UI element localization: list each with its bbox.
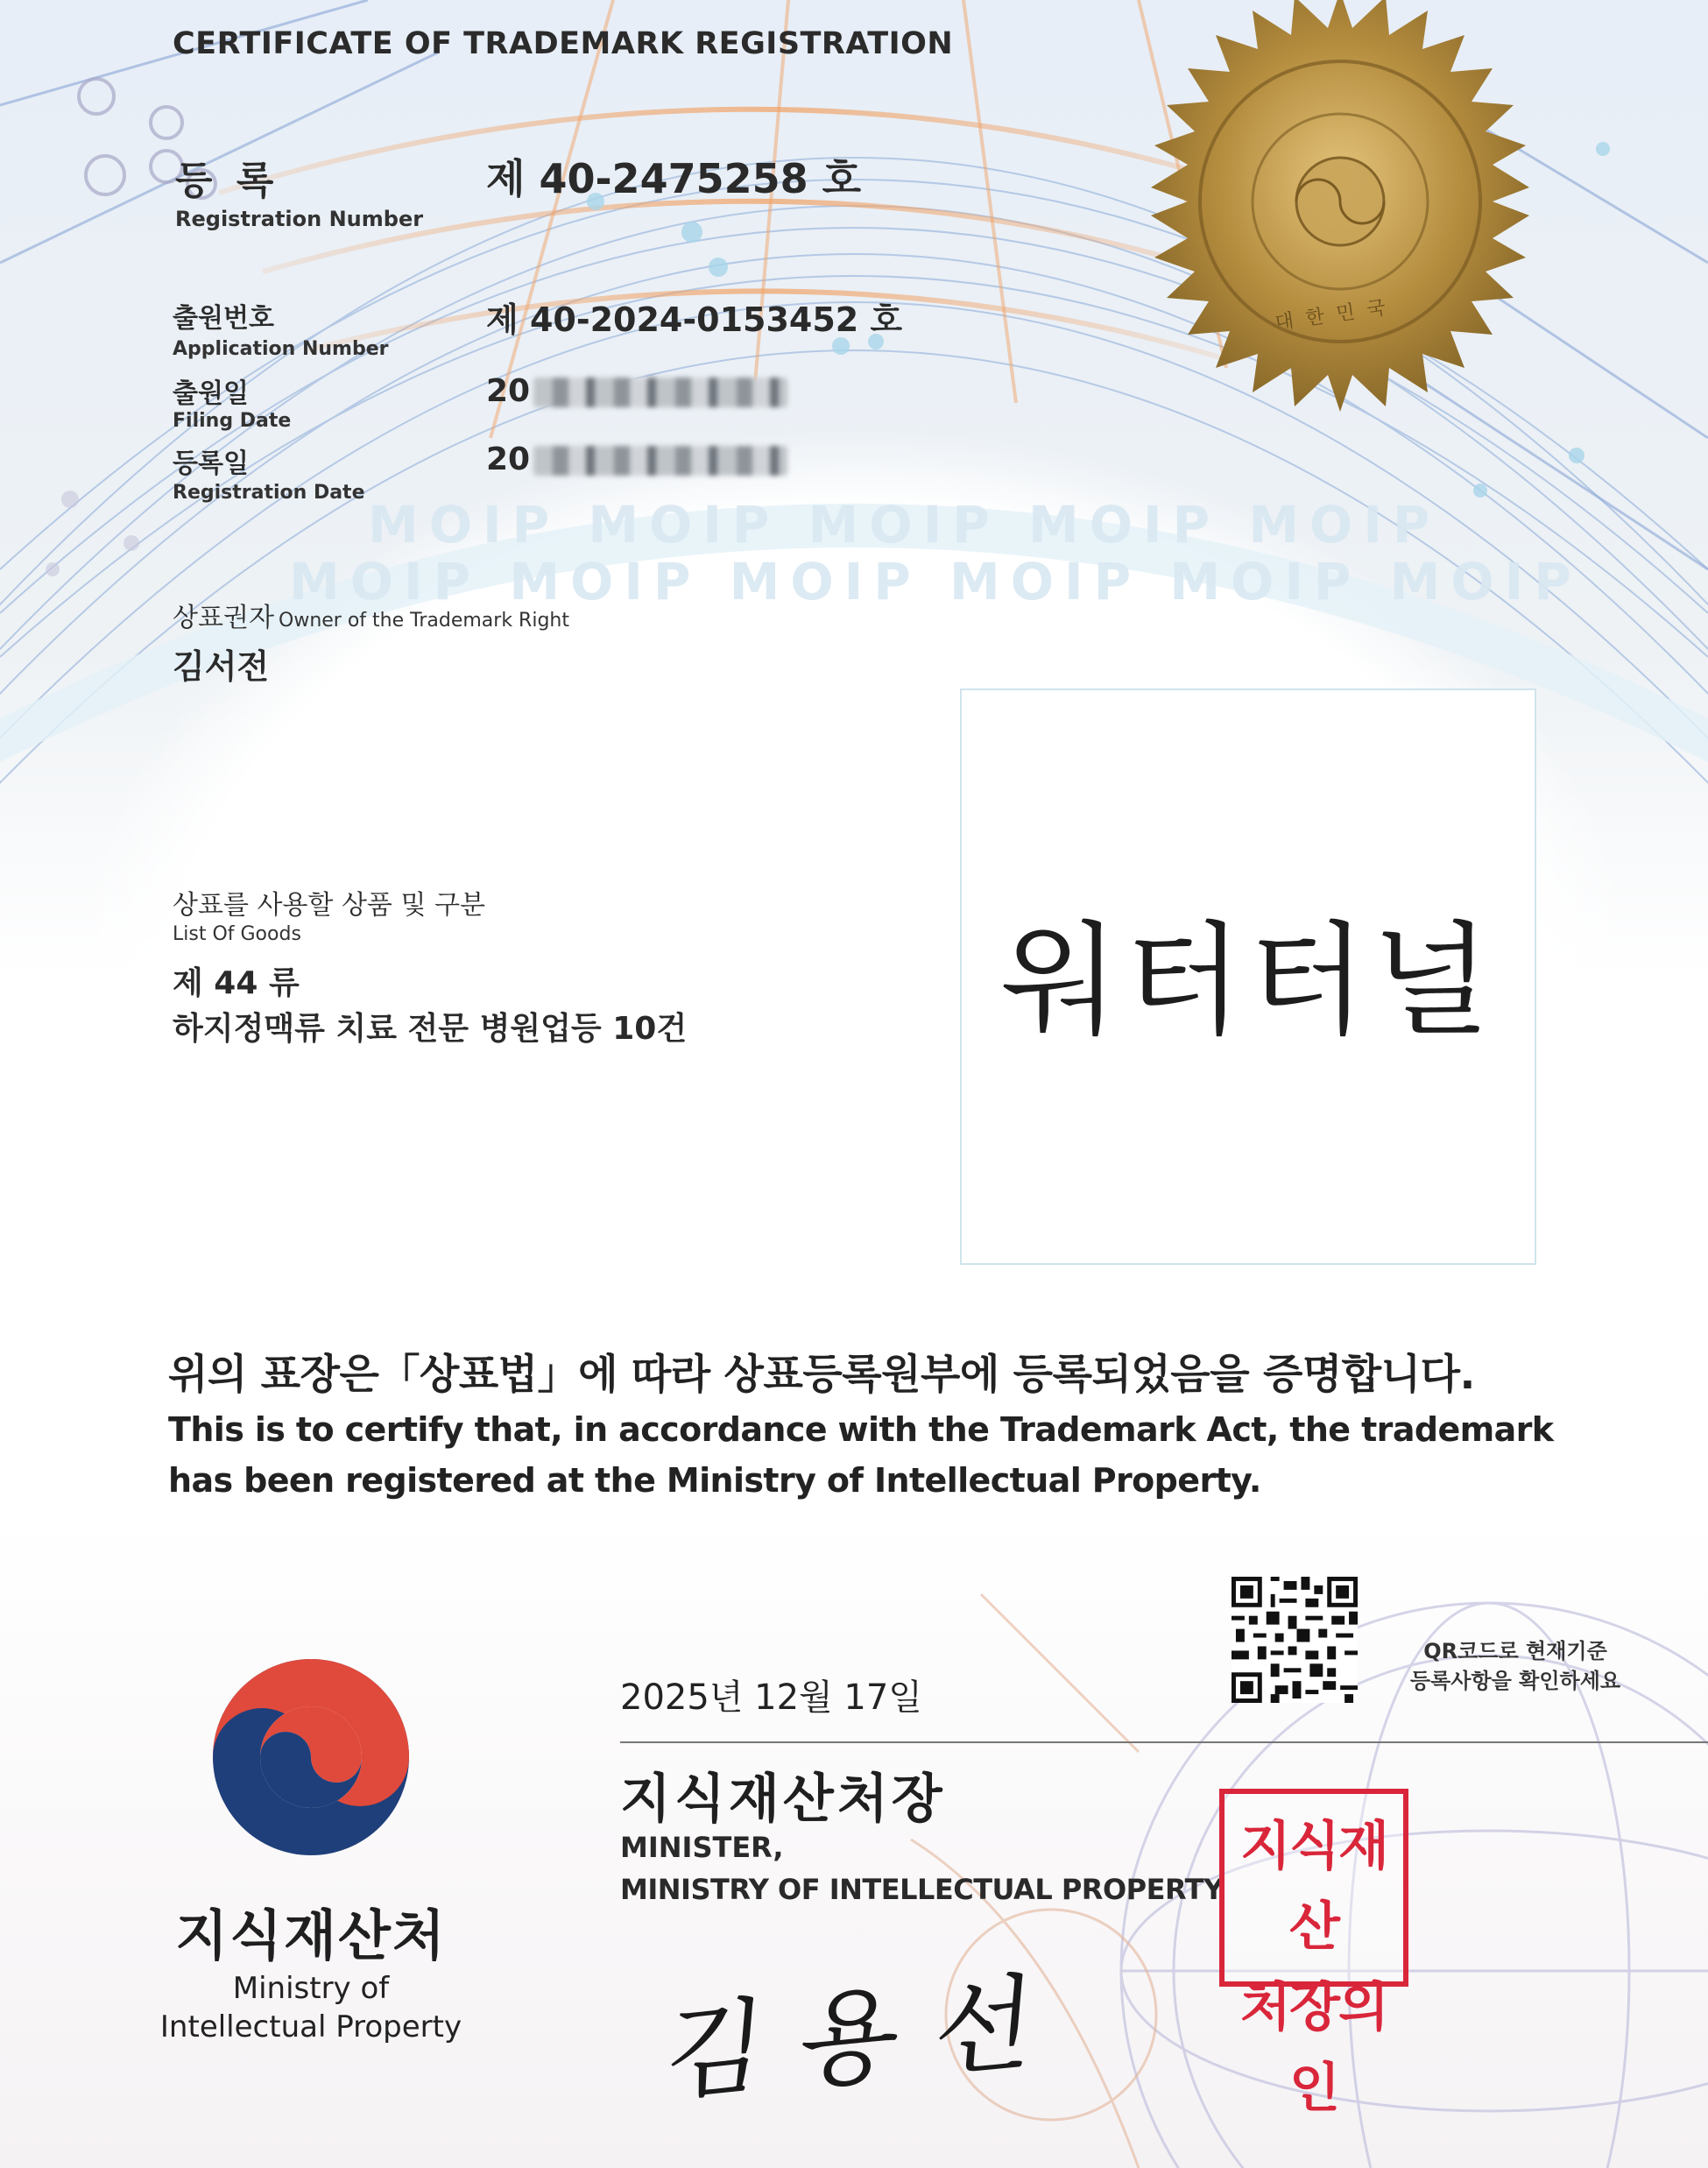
qr-note [1393,1636,1638,1696]
issuer-title-en-2: MINISTRY OF INTELLECTUAL PROPERTY [620,1873,1224,1906]
gold-seal-graphic [1151,0,1529,412]
application-label: 출원번호 [173,303,274,334]
filing-label: 출원일 [173,378,249,409]
ministry-name-en-1: Ministry of [232,1971,390,2006]
owner-name: 김서전 [173,647,270,686]
goods-class: 제 44 류 [173,965,300,1001]
goods-description: 하지정맥류 치료 전문 병원업등 10건 [173,1011,688,1047]
registration-date-prefix: 20 [486,441,531,477]
watermark-row-2: MOIP MOIP MOIP MOIP MOIP MOIP [289,552,1582,611]
filing-date-prefix: 20 [486,373,531,409]
registration-date-label: 등록일 [173,448,249,479]
registration-date-label-en: Registration Date [173,482,365,504]
filing-date [486,373,787,409]
issuer-title-ko: 지식재산처장 [620,1769,946,1830]
certificate-title: CERTIFICATE OF TRADEMARK REGISTRATION [173,26,954,61]
ministry-name-ko: 지식재산처 [175,1903,447,1967]
registration-label: 등 록 [175,159,279,203]
owner-label-en: Owner of the Trademark Right [279,610,569,632]
official-red-seal [1219,1789,1408,2119]
seal-line-2: 처장의인 [1240,1977,1387,2119]
application-label-en: Application Number [173,338,389,360]
registration-date-redacted [533,446,787,476]
trademark-mark: 워터터널 [1000,910,1496,1053]
issuer-title-en-1: MINISTER, [620,1831,784,1864]
gold-seal-caption: 대한민국 [1274,295,1400,335]
certification-statement-en-2: has been registered at the Ministry of Intellectual Property. [168,1461,1261,1500]
issue-date: 2025년 12월 17일 [620,1677,922,1718]
filing-date-redacted [533,378,787,407]
registration-number: 제 40-2475258 호 [486,155,862,202]
goods-label-en: List Of Goods [173,923,301,945]
signature-divider [620,1741,1708,1743]
certification-statement-en-1: This is to certify that, in accordance with the Trademark Act, the trademark [168,1410,1554,1449]
qr-note-line-1: QR코드로 현재기준 [1423,1639,1607,1663]
ministry-name-en-2: Intellectual Property [159,2009,462,2044]
seal-line-1: 지식재산 [1240,1816,1387,1958]
filing-label-en: Filing Date [173,410,292,432]
trademark-image-box [960,689,1536,1265]
taeguk-emblem-icon [206,1652,416,1862]
registration-date [486,441,787,477]
owner-label [173,596,569,634]
application-number: 제 40-2024-0153452 호 [486,300,903,339]
qr-note-line-2: 등록사항을 확인하세요 [1409,1669,1621,1693]
minister-signature: 김용선 [660,1958,1075,2116]
qr-code[interactable] [1232,1577,1358,1703]
goods-label-ko: 상표를 사용할 상품 및 구분 [173,890,485,921]
registration-label-en: Registration Number [175,207,424,231]
certification-statement-ko: 위의 표장은「상표법」에 따라 상표등록원부에 등록되었음을 증명합니다. [168,1351,1475,1399]
owner-label-ko: 상표권자 [173,603,274,633]
watermark-row-1: MOIP MOIP MOIP MOIP MOIP [368,495,1441,554]
